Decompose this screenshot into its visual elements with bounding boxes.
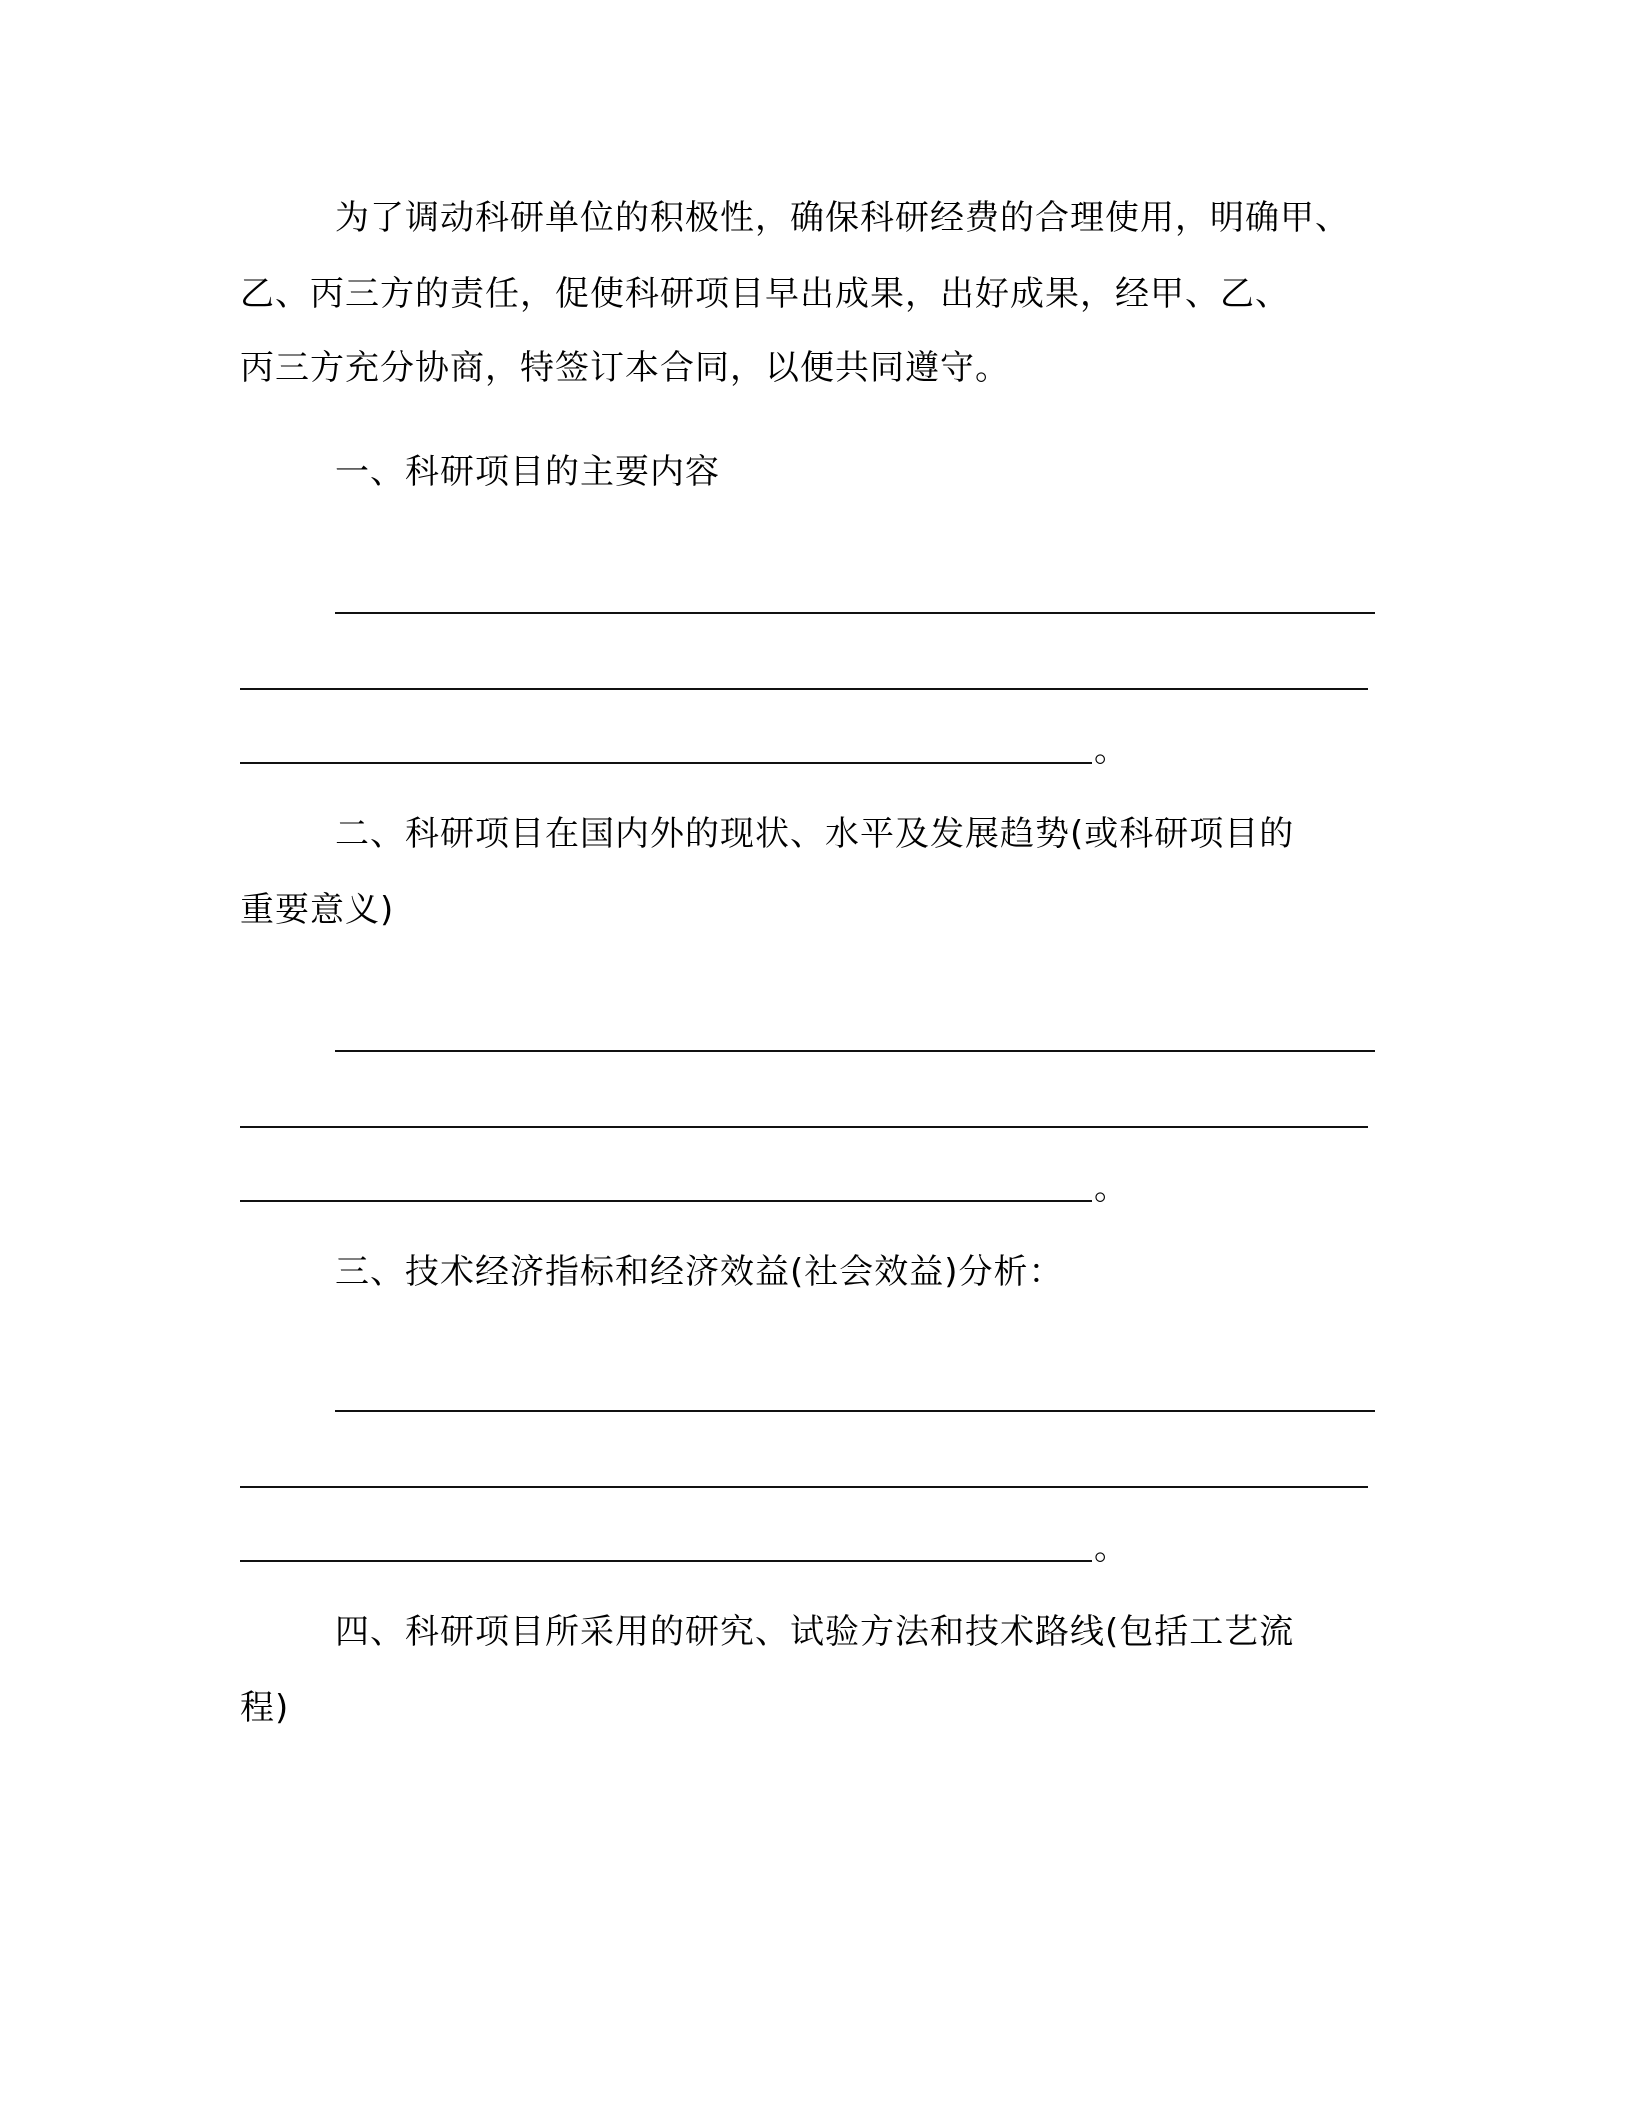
section-1-heading: 一、科研项目的主要内容 [335,452,720,492]
blank-terminator: 。 [1094,1528,1128,1568]
intro-line-1: 为了调动科研单位的积极性，确保科研经费的合理使用，明确甲、 [335,198,1350,238]
intro-line-3: 丙三方充分协商，特签订本合同，以便共同遵守。 [240,348,1010,388]
section-2-blank-line-1[interactable] [335,1016,1375,1060]
section-1-blank-line-3[interactable] [240,728,1128,772]
section-4-heading-line-2: 程) [240,1688,290,1728]
section-2-blank-line-3[interactable] [240,1166,1128,1210]
section-3-blank-line-1[interactable] [335,1376,1375,1420]
blank-terminator: 。 [1094,1168,1128,1208]
section-3-heading: 三、技术经济指标和经济效益(社会效益)分析： [335,1252,1064,1292]
section-2-heading-line-2: 重要意义) [240,890,395,930]
section-1-blank-line-1[interactable] [335,578,1375,622]
section-2-heading-line-1: 二、科研项目在国内外的现状、水平及发展趋势(或科研项目的 [335,814,1295,854]
blank-terminator: 。 [1094,730,1128,770]
section-4-heading-line-1: 四、科研项目所采用的研究、试验方法和技术路线(包括工艺流 [335,1612,1295,1652]
section-3-blank-line-3[interactable] [240,1526,1128,1570]
intro-line-2: 乙、丙三方的责任，促使科研项目早出成果，出好成果，经甲、乙、 [240,274,1290,314]
section-2-blank-line-2[interactable] [240,1092,1368,1136]
section-1-blank-line-2[interactable] [240,654,1368,698]
section-3-blank-line-2[interactable] [240,1452,1368,1496]
